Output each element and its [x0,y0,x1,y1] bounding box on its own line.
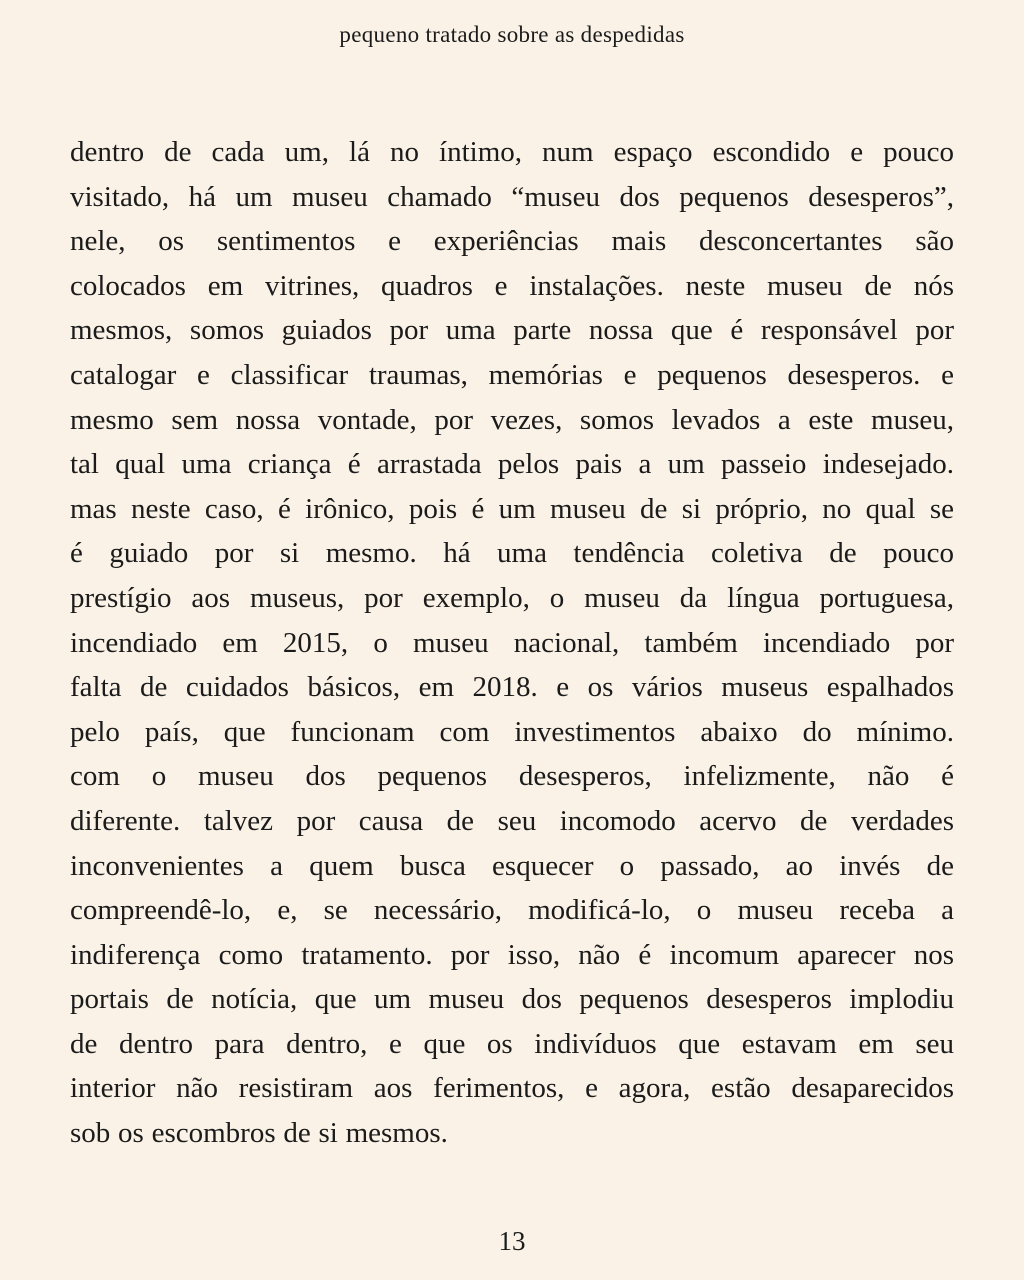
body-text-line: mesmo sem nossa vontade, por vezes, somos levados a este museu, [70,403,954,436]
body-text-line: mesmos, somos guiados por uma parte nossa que é responsável por [70,314,954,347]
body-text-line: pelo país, que funcionam com investimentos abaixo do mínimo. [70,715,954,748]
body-text-line: catalogar e classificar traumas, memórias e pequenos desesperos. e [70,358,954,391]
body-text-line: inconvenientes a quem busca esquecer o passado, ao invés de [70,849,954,882]
body-text-line: diferente. talvez por causa de seu incomodo acervo de verdades [70,804,954,837]
body-text-line: sob os escombros de si mesmos. [70,1117,448,1150]
body-text-line: é guiado por si mesmo. há uma tendência coletiva de pouco [70,537,954,570]
body-text-line: visitado, há um museu chamado “museu dos pequenos desesperos”, [70,180,954,213]
body-text-line: incendiado em 2015, o museu nacional, também incendiado por [70,626,954,659]
body-text-line: tal qual uma criança é arrastada pelos pais a um passeio indesejado. [70,448,954,481]
body-text-line: nele, os sentimentos e experiências mais desconcertantes são [70,225,954,258]
body-text-line: falta de cuidados básicos, em 2018. e os vários museus espalhados [70,671,954,704]
body-text-line: indiferença como tratamento. por isso, não é incomum aparecer nos [70,938,954,971]
body-text-line: portais de notícia, que um museu dos pequenos desesperos implodiu [70,983,954,1016]
page-number: 13 [498,1226,526,1256]
body-text-line: dentro de cada um, lá no íntimo, num espaço escondido e pouco [70,136,954,168]
running-header: pequeno tratado sobre as despedidas [339,22,685,47]
body-text [70,130,954,1156]
body-text-line: colocados em vitrines, quadros e instalações. neste museu de nós [70,269,954,302]
body-text-line: com o museu dos pequenos desesperos, infelizmente, não é [70,760,954,793]
body-text-line: de dentro para dentro, e que os indivíduos que estavam em seu [70,1027,954,1060]
body-text-line: interior não resistiram aos ferimentos, e agora, estão desaparecidos [70,1072,954,1105]
body-text-line: prestígio aos museus, por exemplo, o museu da língua portuguesa, [70,581,954,614]
body-text-line: mas neste caso, é irônico, pois é um museu de si próprio, no qual se [70,492,954,525]
body-text-line: compreendê-lo, e, se necessário, modificá-lo, o museu receba a [70,894,954,927]
